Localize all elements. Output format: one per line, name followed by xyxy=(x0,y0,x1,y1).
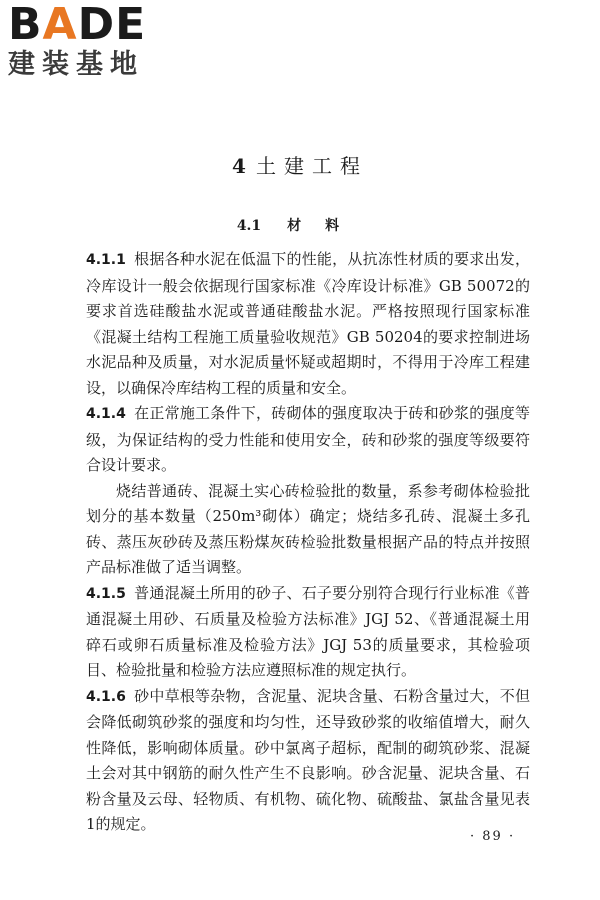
page-number: · 89 · xyxy=(470,829,516,844)
clause-paragraph xyxy=(86,401,530,479)
clause-text: 普通混凝土所用的砂子、石子要分别符合现行行业标准《普通混凝土用砂、石质量及检验方法标准》JGJ 52、《普通混凝土用碎石或卵石质量标准及检验方法》JGJ 53的质量要求，其检验项目、检验批量和检验方法应遵照标准的规定执行。 xyxy=(86,583,530,679)
body-text xyxy=(86,247,530,838)
logo-wordmark xyxy=(8,2,178,48)
clause-text: 砂中草根等杂物，含泥量、泥块含量、石粉含量过大，不但会降低砌筑砂浆的强度和均匀性，还导致砂浆的收缩值增大，耐久性降低，影响砌体质量。砂中氯离子超标，配制的砌筑砂浆、混凝土会对其中钢筋的耐久性产生不良影响。砂含泥量、泥块含量、石粉含量及云母、轻物质、有机物、硫化物、硫酸盐、氯盐含量见表1的规定。 xyxy=(86,686,530,833)
clause-text: 根据各种水泥在低温下的性能，从抗冻性材质的要求出发，冷库设计一般会依据现行国家标准《冷库设计标准》GB 50072的要求首选硅酸盐水泥或普通硅酸盐水泥。严格按照现行国家标准《混凝土结构工程施工质量验收规范》GB 50204的要求控制进场水泥品种及质量，对水泥质量怀疑或超期时，不得用于冷库工程建设，以确保冷库结构工程的质量和安全。 xyxy=(86,250,530,397)
logo-letter-b: B xyxy=(8,0,43,50)
clause-text: 在正常施工条件下，砖砌体的强度取决于砖和砂浆的强度等级，为保证结构的受力性能和使用安全，砖和砂浆的强度等级要符合设计要求。 xyxy=(86,404,530,474)
logo-letter-d: D xyxy=(77,0,116,50)
chapter-heading xyxy=(0,150,600,182)
logo-letter-a: A xyxy=(42,0,78,50)
chapter-title: 土建工程 xyxy=(255,154,368,178)
paragraph-text: 烧结普通砖、混凝土实心砖检验批的数量，系参考砌体检验批划分的基本数量（250m³砌体）确定；烧结多孔砖、混凝土多孔砖、蒸压灰砂砖及蒸压粉煤灰砖检验批数量根据产品的特点并按照产品标准做了适当调整。 xyxy=(86,481,530,576)
clause-number: 4.1.5 xyxy=(86,585,126,602)
clause-number: 4.1.1 xyxy=(86,252,126,268)
continuation-paragraph xyxy=(86,479,530,581)
clause-paragraph xyxy=(86,247,530,401)
chapter-number: 4 xyxy=(232,154,246,178)
clause-paragraph xyxy=(86,581,530,684)
clause-number: 4.1.4 xyxy=(86,406,126,422)
bade-logo xyxy=(8,2,178,90)
section-heading xyxy=(0,214,600,238)
logo-subtitle: 建装基地 xyxy=(8,49,144,80)
logo-letter-e: E xyxy=(115,0,147,50)
section-number: 4.1 xyxy=(236,218,262,234)
clause-number: 4.1.6 xyxy=(86,688,126,705)
clause-paragraph xyxy=(86,684,530,838)
section-title: 材料 xyxy=(287,218,364,234)
